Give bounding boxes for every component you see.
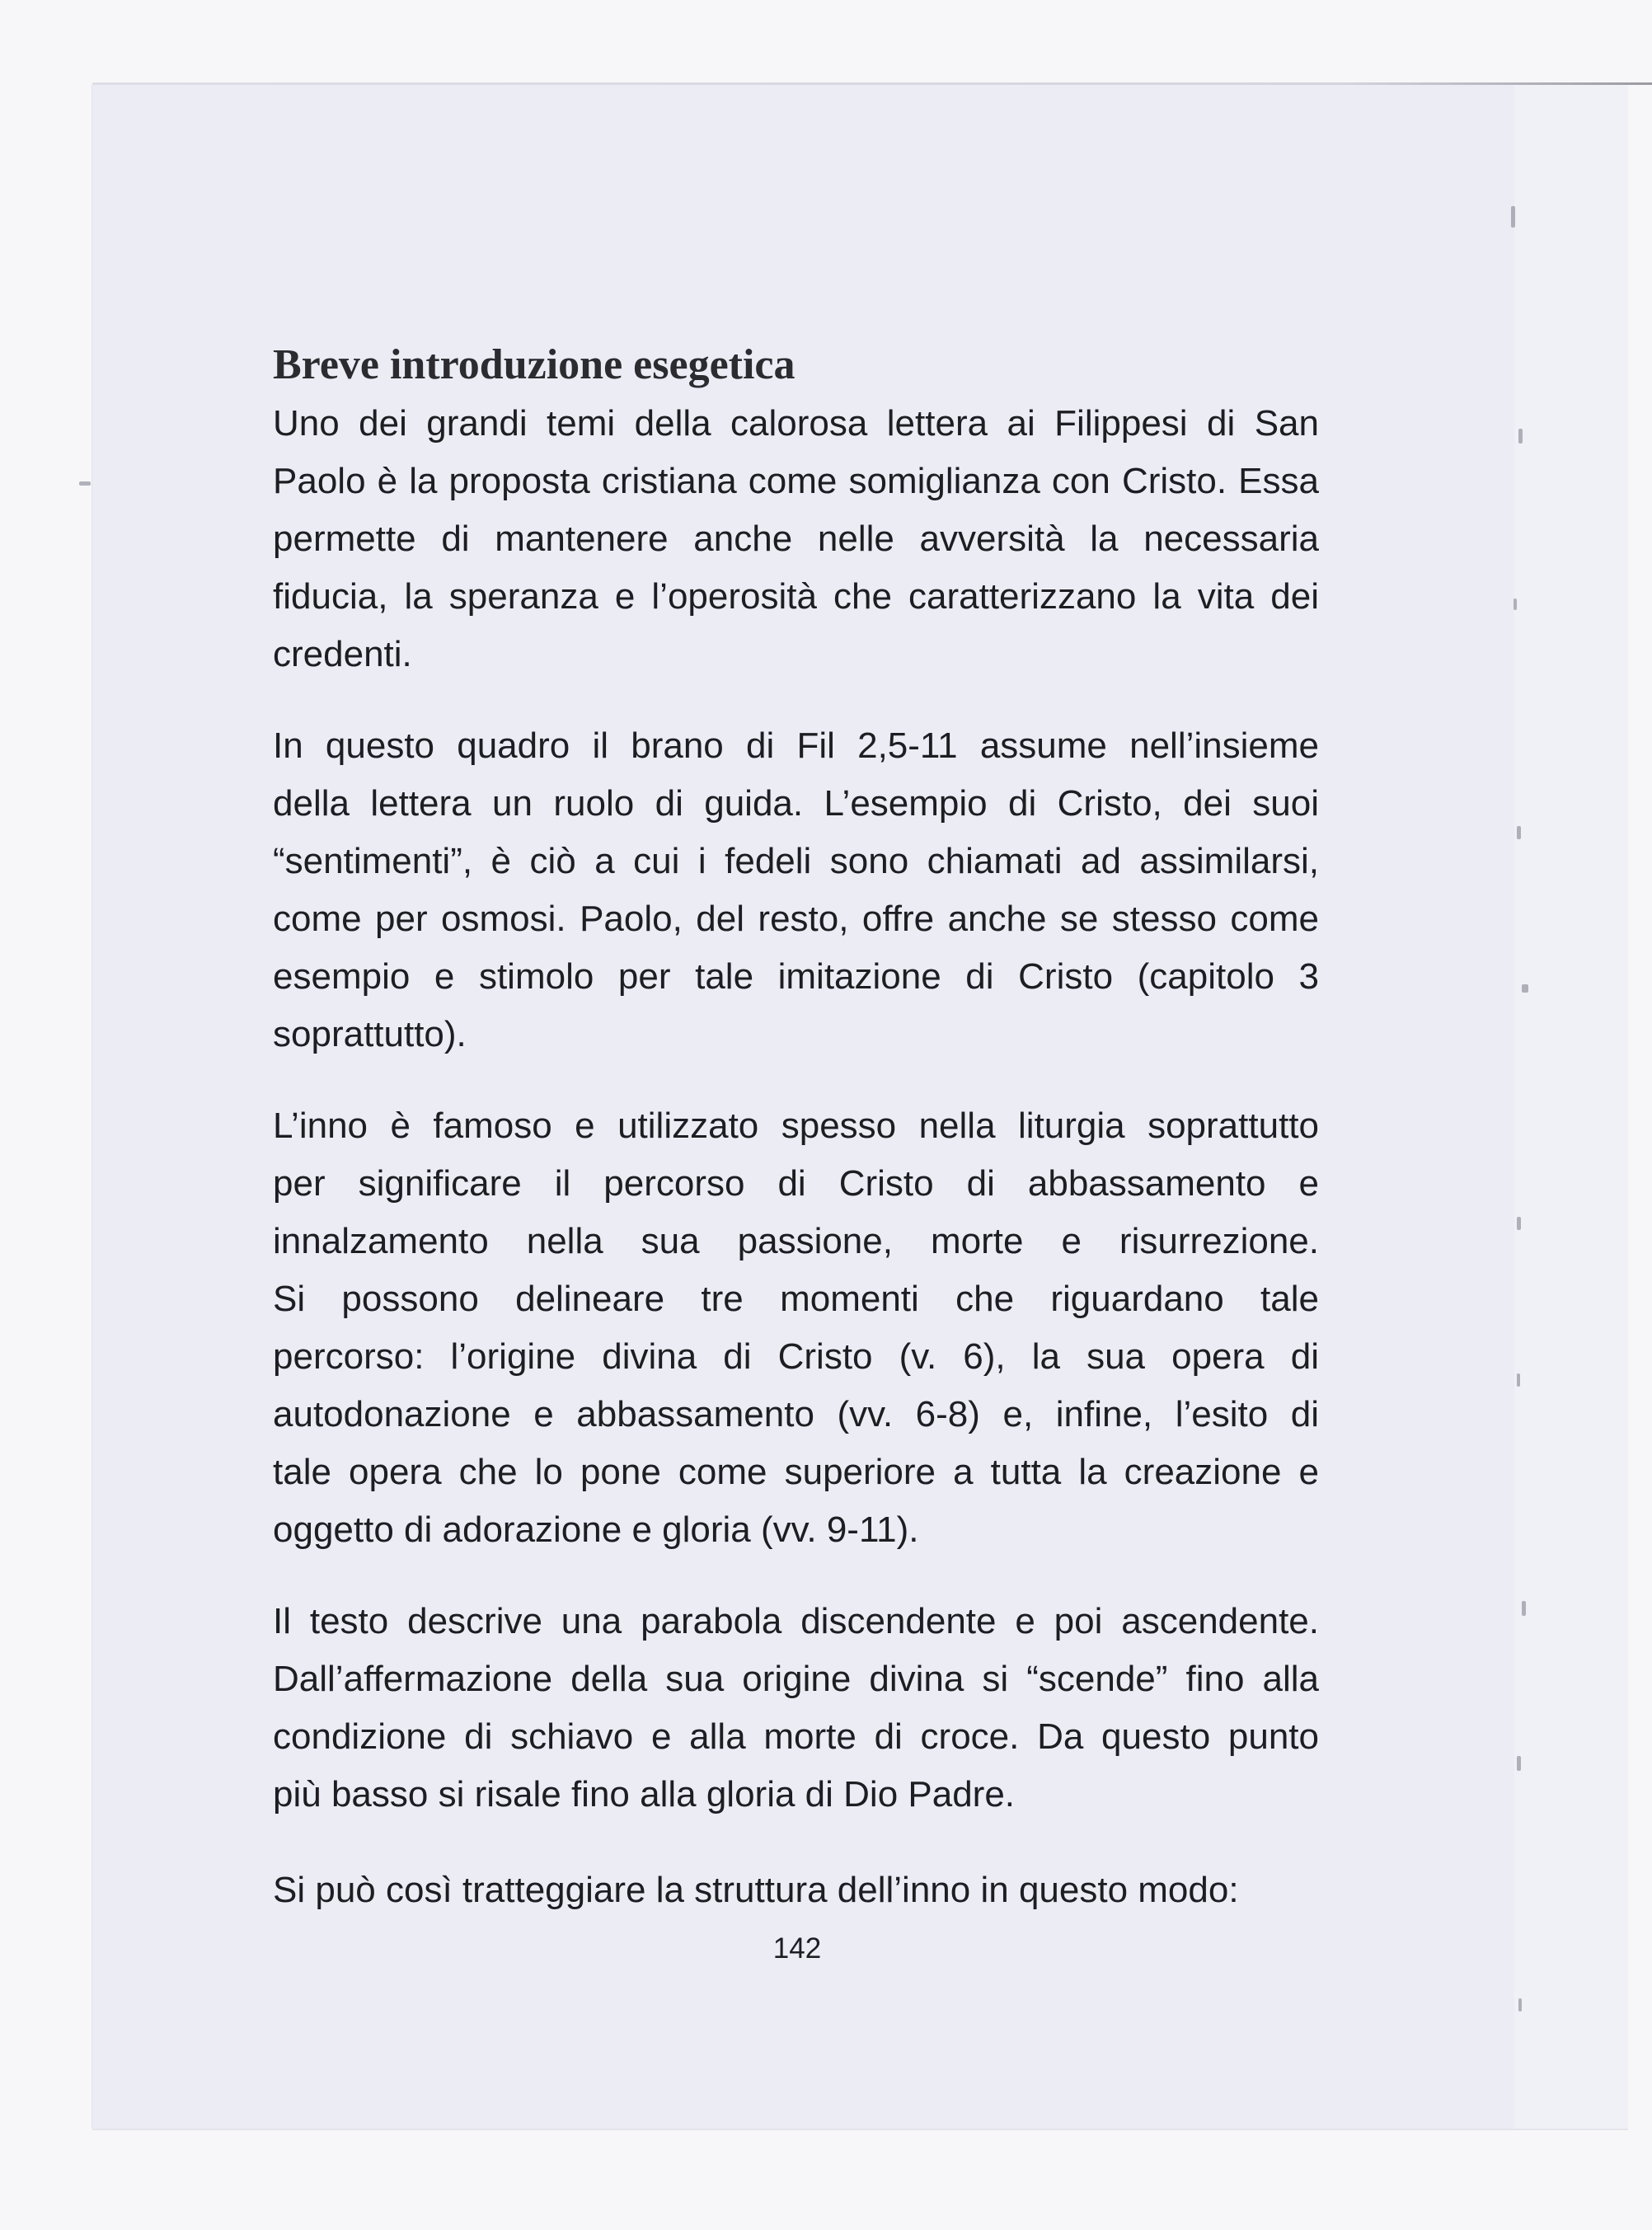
text-line: Si può così tratteggiare la struttura dell’inno in questo modo: (273, 1870, 1239, 1910)
paragraph (273, 395, 1319, 683)
scan-mark (1517, 1217, 1521, 1230)
scan-mark (1518, 1998, 1522, 2012)
paper-bottom-edge (92, 2129, 1628, 2130)
text-line: “sentimenti”, è ciò a cui i fedeli sono chiamati ad assimilarsi, (273, 841, 1319, 881)
text-line: condizione di schiavo e alla morte di croce. Da questo punto (273, 1716, 1319, 1757)
text-line: più basso si risale fino alla gloria di Dio Padre. (273, 1774, 1016, 1815)
text-line: percorso: l’origine divina di Cristo (v. 6), la sua opera di (273, 1336, 1319, 1377)
text-line: innalzamento nella sua passione, morte e risurrezione. (273, 1221, 1319, 1261)
text-line: come per osmosi. Paolo, del resto, offre anche se stesso come (273, 899, 1319, 939)
text-line: credenti. (273, 634, 412, 674)
scan-mark (1517, 1756, 1521, 1771)
scan-mark (1517, 1373, 1520, 1387)
text-line: L’inno è famoso e utilizzato spesso nella liturgia soprattutto (273, 1106, 1319, 1146)
text-line: In questo quadro il brano di Fil 2,5-11 assume nell’insieme (273, 725, 1319, 766)
text-line: tale opera che lo pone come superiore a tutta la creazione e (273, 1452, 1319, 1492)
paragraph (273, 717, 1319, 1063)
text-line: fiducia, la speranza e l’operosità che caratterizzano la vita dei (273, 576, 1319, 617)
text-line: esempio e stimolo per tale imitazione di Cristo (capitolo 3 (273, 956, 1319, 997)
text-line: della lettera un ruolo di guida. L’esempio di Cristo, dei suoi (273, 783, 1319, 824)
text-line: permette di mantenere anche nelle avversità la necessaria (273, 519, 1319, 559)
text-line: Paolo è la proposta cristiana come somiglianza con Cristo. Essa (273, 461, 1319, 501)
scan-mark (1522, 984, 1528, 993)
section-heading: Breve introduzione esegetica (273, 341, 795, 388)
text-line: oggetto di adorazione e gloria (vv. 9-11). (273, 1509, 919, 1550)
text-line: Il testo descrive una parabola discendente e poi ascendente. (273, 1601, 1319, 1641)
text-line: autodonazione e abbassamento (vv. 6-8) e, infine, l’esito di (273, 1394, 1319, 1434)
scan-mark (79, 481, 91, 486)
scan-mark (1514, 599, 1517, 610)
paragraph (273, 1593, 1319, 1824)
scan-mark (1522, 1601, 1526, 1616)
text-line: Uno dei grandi temi della calorosa lettera ai Filippesi di San (273, 403, 1319, 444)
adjacent-page-edge (1514, 85, 1628, 2129)
scan-mark (1511, 206, 1515, 228)
paper-top-edge (92, 82, 1652, 85)
paragraph (273, 1097, 1319, 1559)
document-body (273, 335, 1319, 1919)
text-line: soprattutto). (273, 1014, 467, 1054)
text-line: Dall’affermazione della sua origine divina si “scende” fino alla (273, 1659, 1319, 1699)
scan-mark (1518, 429, 1523, 444)
text-line: per significare il percorso di Cristo di abbassamento e (273, 1163, 1319, 1204)
scan-mark (1517, 826, 1521, 839)
text-line: Si possono delineare tre momenti che riguardano tale (273, 1279, 1319, 1319)
page-number: 142 (772, 1932, 822, 1965)
paragraph (273, 1861, 1319, 1919)
